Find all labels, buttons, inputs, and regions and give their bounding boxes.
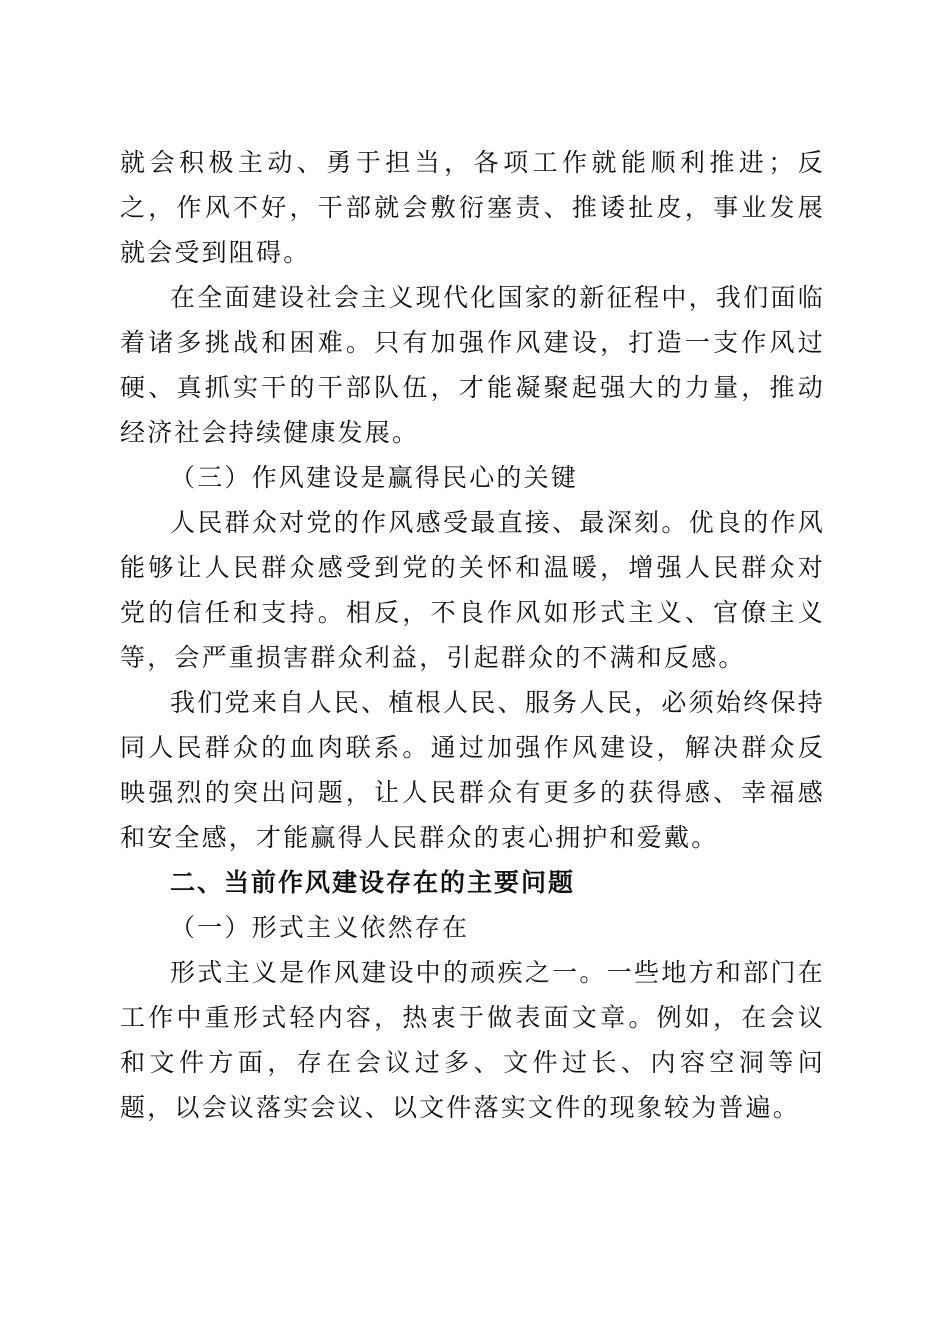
subheading-winning-hearts: （三）作风建设是赢得民心的关键 [170,463,579,492]
paragraph-formalism: 形式主义是作风建设中的顽疾之一。一些地方和部门在工作中重形式轻内容，热衷于做表面文章。例如，在会议和文件方面，存在会议过多、文件过长、内容空洞等问题，以会议落实会议、以文件落实文件的现象较为普遍。 [120,958,825,1122]
document-page [120,140,825,1130]
paragraph-continuation: 就会积极主动、勇于担当，各项工作就能顺利推进；反之，作风不好，干部就会敷衍塞责、推诿扯皮，事业发展就会受到阻碍。 [120,148,825,267]
paragraph-people-feel: 人民群众对党的作风感受最直接、最深刻。优良的作风能够让人民群众感受到党的关怀和温暖，增强人民群众对党的信任和支持。相反，不良作风如形式主义、官僚主义等，会严重损害群众利益，引起群众的不满和反感。 [120,508,825,672]
paragraph-party-people: 我们党来自人民、植根人民、服务人民，必须始终保持同人民群众的血肉联系。通过加强作风建设，解决群众反映强烈的突出问题，让人民群众有更多的获得感、幸福感和安全感，才能赢得人民群众的衷心拥护和爱戴。 [120,688,825,852]
subheading-formalism: （一）形式主义依然存在 [170,913,470,942]
section-heading-problems: 二、当前作风建设存在的主要问题 [170,868,576,897]
paragraph-new-journey: 在全面建设社会主义现代化国家的新征程中，我们面临着诸多挑战和困难。只有加强作风建设，打造一支作风过硬、真抓实干的干部队伍，才能凝聚起强大的力量，推动经济社会持续健康发展。 [120,283,825,447]
